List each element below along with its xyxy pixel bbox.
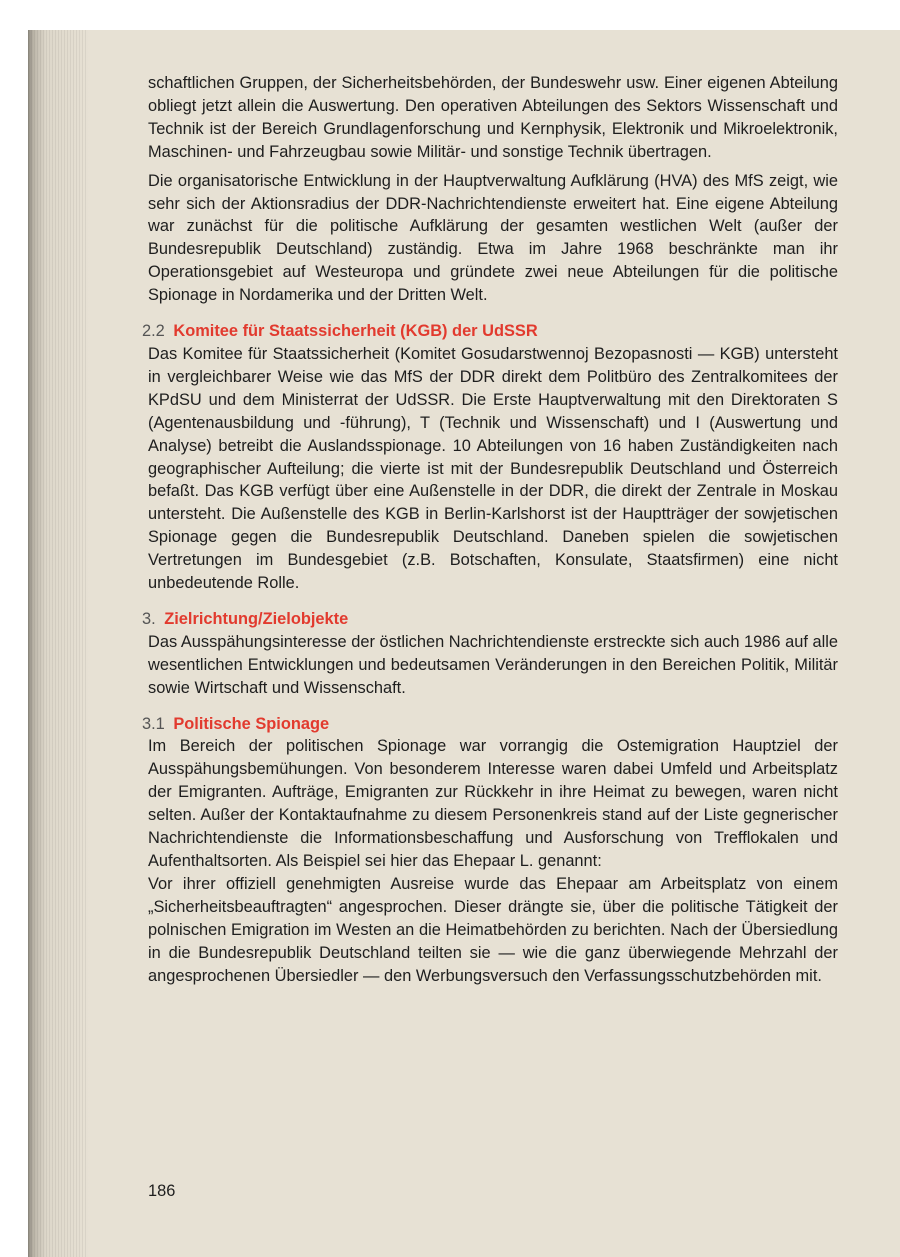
paragraph-politische-spionage-1: Im Bereich der politischen Spionage war vorrangig die Ostemigration Hauptziel der Ausspähungsbemühungen. Von besonderem Interesse waren dabei Umfeld und Arbeitsplatz der Emigranten. Aufträge, Emigranten zur Rückkehr in ihre Heimat zu bewegen, waren nicht selten. Außer der Kontaktaufnahme zu diesem Personenkreis stand auf der Liste gegnerischer Nachrichtendienste die Informationsbeschaffung und Ausforschung von Trefflokalen und Aufenthaltsorten. Als Beispiel sei hier das Ehepaar L. genannt:	[148, 737, 838, 870]
section-heading-3-1	[142, 713, 838, 736]
paragraph-intro-2: Die organisatorische Entwicklung in der Hauptverwaltung Aufklärung (HVA) des MfS zeigt, wie sehr sich der Aktionsradius der DDR-Nachrichtendienste erweitert hat. Eine eigene Abteilung war zunächst für die politische Aufklärung der gesamten westlichen Welt (außer der Bundesrepublik Deutschland) zuständig. Etwa im Jahre 1968 beschränkte man ihr Operationsgebiet auf Westeuropa und gründete zwei neue Abteilungen für die politische Spionage in Nordamerika und der Dritten Welt.	[148, 171, 838, 305]
paragraph-kgb: Das Komitee für Staatssicherheit (Komitet Gosudarstwennoj Bezopasnosti — KGB) untersteht in vergleichbarer Weise wie das MfS der DDR direkt dem Politbüro des Zentralkomitees der KPdSU und dem Ministerrat der UdSSR. Die Erste Hauptverwaltung mit den Direktoraten S (Agentenausbildung und -führung), T (Technik und Wissenschaft) und I (Auswertung und Analyse) betreibt die Auslandsspionage. 10 Abteilungen von 16 haben Zuständigkeiten nach geographischer Aufteilung; die vierte ist mit der Bundesrepublik Deutschland und Österreich befaßt. Das KGB verfügt über eine Außenstelle in der DDR, die direkt der Zentrale in Moskau untersteht. Die Außenstelle des KGB in Berlin-Karlshorst ist der Hauptträger der sowjetischen Spionage gegen die Bundesrepublik Deutschland. Daneben spielen die sowjetischen Vertretungen im Bundesgebiet (z.B. Botschaften, Konsulate, Staatsfirmen) eine nicht unbedeutende Rolle.	[148, 344, 838, 593]
section-number: 3.	[142, 609, 156, 628]
page-content	[142, 72, 838, 993]
page-number: 186	[148, 1182, 176, 1200]
section-title: Komitee für Staatssicherheit (KGB) der UdSSR	[173, 322, 538, 341]
paragraph-politische-spionage-2: Vor ihrer offiziell genehmigten Ausreise wurde das Ehepaar am Arbeitsplatz von einem „Sicherheitsbeauftragten“ angesprochen. Dieser drängte sie, über die politische Tätigkeit der polnischen Emigration im Westen an die Heimatbehörden zu berichten. Nach der Übersiedlung in die Bundesrepublik Deutschland teilten sie — wie die ganz überwiegende Mehrzahl der angesprochenen Übersiedler — den Werbungsversuch den Verfassungsschutzbehörden mit.	[148, 874, 838, 985]
section-title: Zielrichtung/Zielobjekte	[164, 609, 349, 628]
section-number: 3.1	[142, 714, 165, 733]
section-heading-2-2	[142, 320, 838, 343]
section-heading-3	[142, 608, 838, 631]
paragraph-zielrichtung: Das Ausspähungsinteresse der östlichen Nachrichtendienste erstreckte sich auch 1986 auf alle wesentlichen Entwicklungen und bedeutsamen Veränderungen in den Bereichen Politik, Militär sowie Wirtschaft und Wissenschaft.	[148, 632, 838, 697]
page-spine	[28, 30, 90, 1257]
section-number: 2.2	[142, 322, 165, 341]
paragraph-intro-1: schaftlichen Gruppen, der Sicherheitsbehörden, der Bundeswehr usw. Einer eigenen Abteilung obliegt jetzt allein die Auswertung. Den operativen Abteilungen des Sektors Wissenschaft und Technik ist der Bereich Grundlagenforschung und Kernphysik, Elektronik und Mikroelektronik, Maschinen- und Fahrzeugbau sowie Militär- und sonstige Technik übertragen.	[148, 74, 838, 161]
section-title: Politische Spionage	[173, 714, 330, 733]
